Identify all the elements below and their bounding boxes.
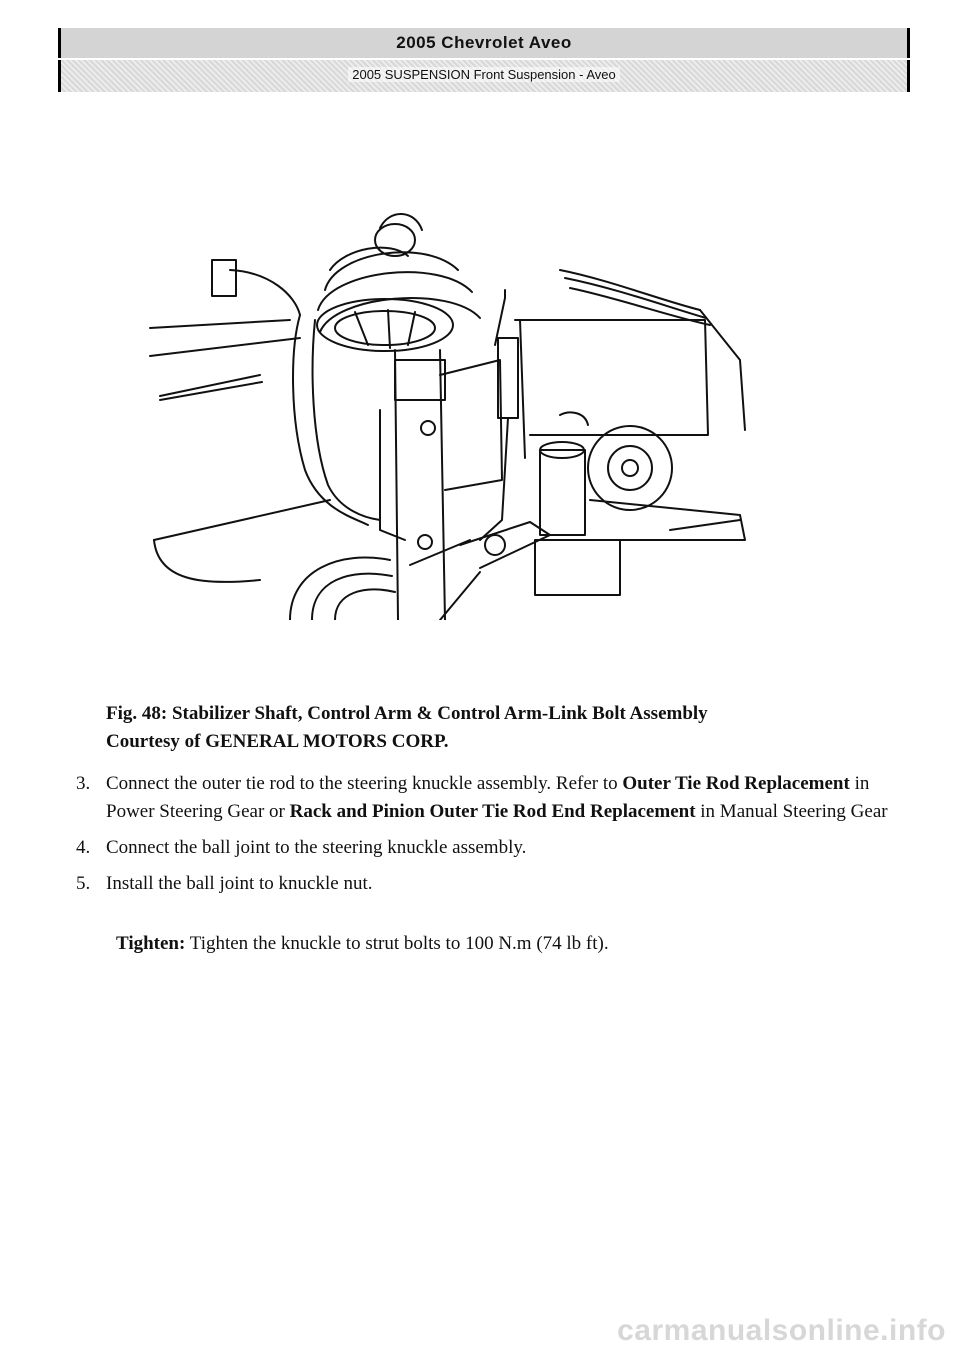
- step-text: Connect the outer tie rod to the steering knuckle assembly. Refer to: [106, 773, 623, 794]
- tighten-note: [116, 930, 876, 958]
- link-rack-pinion-tie-rod-end-replacement[interactable]: Rack and Pinion Outer Tie Rod End Replacement: [289, 801, 696, 822]
- brake-line: [480, 290, 518, 540]
- wiring-harness: [212, 260, 380, 525]
- document-header-title: 2005 Chevrolet Aveo: [58, 28, 910, 58]
- procedure-steps: [76, 770, 896, 906]
- figure-caption: [106, 700, 886, 756]
- step-text: Connect the ball joint to the steering knuckle assembly.: [106, 837, 527, 858]
- step-5: [76, 870, 896, 898]
- wheel-hub: [290, 558, 395, 621]
- engine-assembly: [515, 270, 745, 595]
- spring-seat: [317, 299, 453, 351]
- tighten-text: Tighten the knuckle to strut bolts to 100 N.m (74 lb ft).: [185, 933, 609, 954]
- caption-line-1: Fig. 48: Stabilizer Shaft, Control Arm & Control Arm-Link Bolt Assembly: [106, 703, 708, 724]
- header-subtitle-text: 2005 SUSPENSION Front Suspension - Aveo: [348, 67, 620, 82]
- step-4: [76, 834, 896, 862]
- tighten-label: Tighten:: [116, 933, 186, 954]
- step-number: 4.: [76, 837, 91, 858]
- step-number: 3.: [76, 773, 91, 794]
- suspension-line-drawing: [140, 200, 750, 620]
- step-text: Install the ball joint to knuckle nut.: [106, 873, 373, 894]
- caption-line-2: Courtesy of GENERAL MOTORS CORP.: [106, 731, 449, 752]
- step-3: [76, 770, 896, 826]
- link-outer-tie-rod-replacement[interactable]: Outer Tie Rod Replacement: [622, 773, 850, 794]
- document-header-subtitle: [58, 60, 910, 92]
- step-number: 5.: [76, 873, 91, 894]
- step-text: in Manual Steering Gear: [695, 801, 888, 822]
- control-arm: [410, 522, 550, 620]
- coil-spring: [318, 214, 480, 332]
- site-watermark: carmanualsonline.info: [617, 1314, 946, 1347]
- step-text: in Power Steering Gear or: [106, 773, 870, 822]
- strut-body: [380, 350, 502, 620]
- fender-left: [150, 320, 330, 582]
